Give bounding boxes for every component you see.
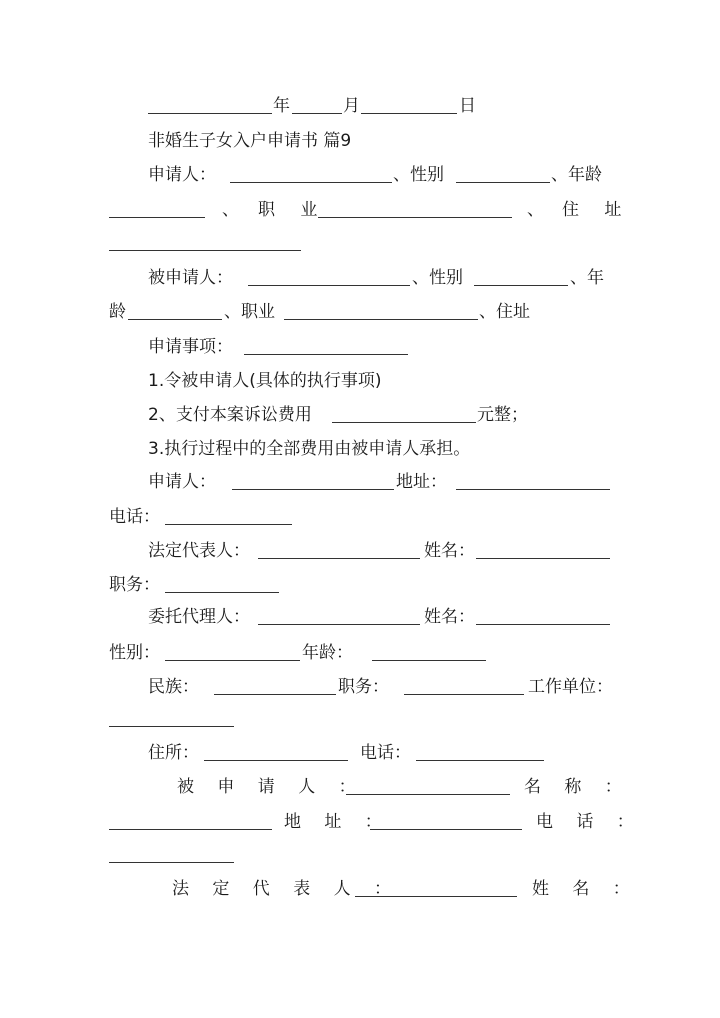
item-2-line xyxy=(0,398,720,432)
respondent-address-line xyxy=(0,805,720,839)
applicant-age-blank xyxy=(109,193,205,218)
agent-name-label: 姓名： xyxy=(424,607,475,627)
respondent-address-blank xyxy=(370,805,522,830)
residence-blank xyxy=(204,736,348,761)
respondent-gender-blank xyxy=(474,261,568,286)
document-title-line xyxy=(0,124,720,158)
agent-label: 委托代理人： xyxy=(148,607,250,627)
applicant-phone-line xyxy=(0,500,720,534)
applicant-line-3 xyxy=(0,226,720,260)
respondent-name-blank xyxy=(248,261,410,286)
respondent-line-1 xyxy=(0,261,720,295)
agent-title-blank xyxy=(404,670,524,695)
agent-name-blank xyxy=(476,600,610,625)
litigation-fee-blank xyxy=(332,398,476,423)
request-items-label: 申请事项： xyxy=(148,337,233,357)
legal-rep-title-label: 职务： xyxy=(109,575,160,595)
agent-gender-line xyxy=(0,636,720,670)
respondent-age-label: 、年 xyxy=(570,268,604,288)
respondent-contact-line xyxy=(0,770,720,804)
respondent-occupation-blank xyxy=(284,295,478,320)
applicant-contact-label: 申请人： xyxy=(148,472,216,492)
applicant-address-blank xyxy=(109,226,301,251)
respondent-occupation-label: 、职业 xyxy=(224,302,275,322)
agent-gender-label: 性别： xyxy=(109,643,160,663)
residence-phone-blank xyxy=(416,736,544,761)
legal-rep-name-blank xyxy=(476,534,610,559)
respondent-label: 被申请人： xyxy=(148,268,233,288)
applicant-address-label: 地址： xyxy=(396,472,447,492)
applicant-occupation-label: 职 业 xyxy=(258,200,328,220)
work-unit-label: 工作单位： xyxy=(528,677,613,697)
agent-age-label: 年龄： xyxy=(302,643,353,663)
respondent-address-label: 地 址 ： xyxy=(284,812,391,832)
agent-blank xyxy=(258,600,420,625)
item-2-suffix: 元整； xyxy=(477,405,528,425)
agent-title-label: 职务： xyxy=(338,677,389,697)
agent-gender-blank xyxy=(165,636,300,661)
applicant-gender-blank xyxy=(456,158,550,183)
request-items-line xyxy=(0,330,720,364)
respondent-age-blank xyxy=(128,295,222,320)
applicant-phone-blank xyxy=(165,500,292,525)
respondent-legal-rep-label: 法 定 代 表 人 ： xyxy=(172,879,401,899)
applicant-age-label: 、年龄 xyxy=(551,165,602,185)
respondent-contact-label: 被 申 请 人 ： xyxy=(177,777,365,797)
applicant-contact-address-blank xyxy=(456,465,610,490)
item-1-line xyxy=(0,364,720,398)
request-items-blank xyxy=(244,330,408,355)
respondent-age-label-cont: 龄 xyxy=(109,302,126,322)
ethnicity-label: 民族： xyxy=(148,677,199,697)
month-label: 月 xyxy=(343,96,360,116)
residence-phone-label: 电话： xyxy=(360,743,411,763)
item-3: 3.执行过程中的全部费用由被申请人承担。 xyxy=(148,439,471,459)
applicant-address-label: 住 址 xyxy=(562,200,632,220)
respondent-line-2 xyxy=(0,295,720,329)
separator: 、 xyxy=(527,200,544,220)
month-blank xyxy=(292,89,342,114)
day-label: 日 xyxy=(459,96,476,116)
applicant-gender-label: 、性别 xyxy=(393,165,444,185)
applicant-occupation-blank xyxy=(318,193,512,218)
separator: 、 xyxy=(222,200,239,220)
legal-rep-title-line xyxy=(0,568,720,602)
respondent-gender-label: 、性别 xyxy=(412,268,463,288)
applicant-line-2 xyxy=(0,193,720,227)
agent-detail-line xyxy=(0,670,720,704)
applicant-contact-blank xyxy=(232,465,394,490)
legal-rep-blank xyxy=(258,534,420,559)
year-blank xyxy=(148,89,272,114)
respondent-address-label: 、住址 xyxy=(479,302,530,322)
agent-line xyxy=(0,600,720,634)
respondent-name-blank xyxy=(109,805,272,830)
respondent-phone-label: 电 话 ： xyxy=(536,812,643,832)
applicant-line-1 xyxy=(0,158,720,192)
respondent-phone-blank xyxy=(109,838,234,863)
day-blank xyxy=(361,89,457,114)
residence-line xyxy=(0,736,720,770)
document-title: 非婚生子女入户申请书 篇9 xyxy=(148,131,352,151)
residence-label: 住所： xyxy=(148,743,199,763)
respondent-contact-blank xyxy=(346,770,510,795)
respondent-legal-rep-line xyxy=(0,872,720,906)
date-line xyxy=(0,89,720,123)
legal-rep-label: 法定代表人： xyxy=(148,541,250,561)
item-1: 1.令被申请人(具体的执行事项) xyxy=(148,371,382,391)
work-unit-blank xyxy=(109,702,234,727)
year-label: 年 xyxy=(273,96,290,116)
legal-rep-line xyxy=(0,534,720,568)
applicant-phone-label: 电话： xyxy=(109,507,160,527)
legal-rep-title-blank xyxy=(165,568,279,593)
respondent-phone-line xyxy=(0,838,720,872)
legal-rep-name-label: 姓名： xyxy=(424,541,475,561)
respondent-legal-rep-blank xyxy=(355,872,517,897)
work-unit-line xyxy=(0,702,720,736)
item-2: 2、支付本案诉讼费用 xyxy=(148,405,312,425)
respondent-name-label: 名 称 ： xyxy=(524,777,631,797)
ethnicity-blank xyxy=(214,670,336,695)
applicant-label: 申请人： xyxy=(148,165,216,185)
item-3-line xyxy=(0,432,720,466)
applicant-name-blank xyxy=(230,158,392,183)
respondent-legal-rep-name-label: 姓 名 ： xyxy=(532,879,639,899)
agent-age-blank xyxy=(372,636,486,661)
applicant-contact-line xyxy=(0,465,720,499)
